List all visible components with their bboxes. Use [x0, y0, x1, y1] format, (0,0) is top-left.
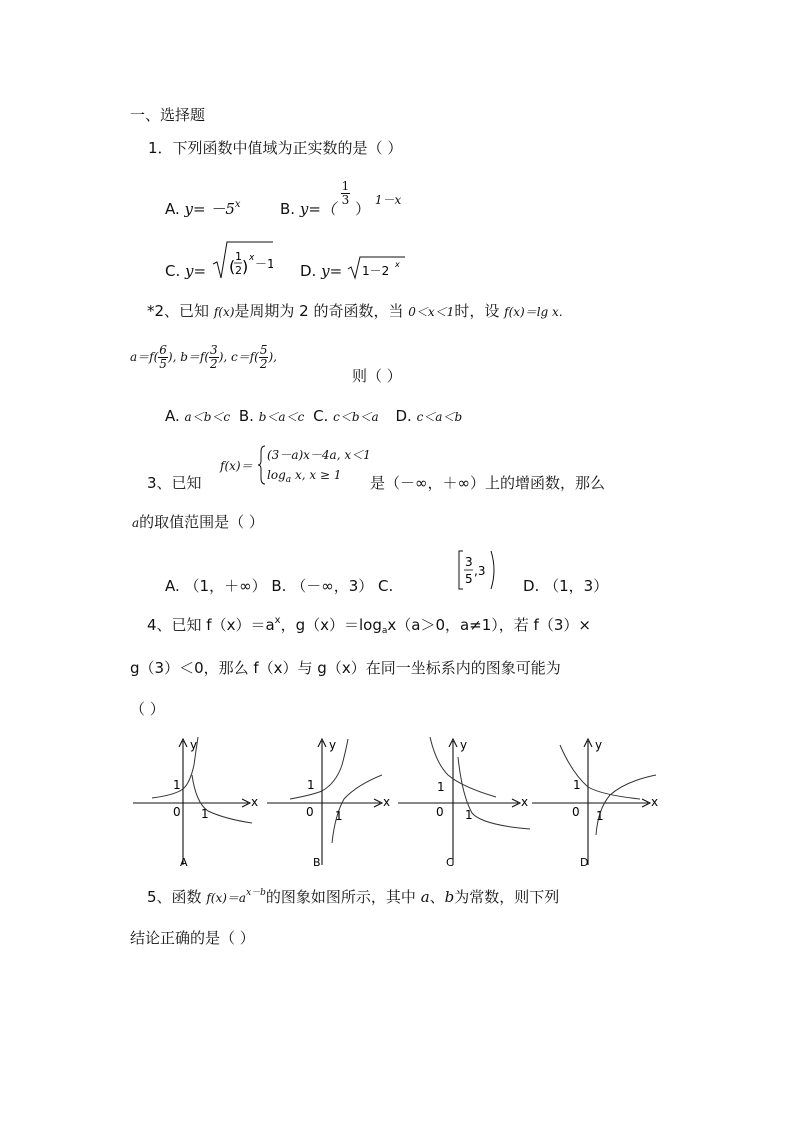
q3-option-c [457, 550, 499, 594]
q3-option-c-den: 5 [465, 572, 473, 586]
q1-option-d-expr: y= [321, 262, 343, 280]
q1-option-d-radical [347, 254, 405, 280]
q4-graph-a-origin: 0 [173, 805, 181, 819]
q1-option-c-num: 1 [234, 250, 242, 263]
q2-c-lhs: ), c＝f( [218, 350, 259, 364]
q1-option-c-tail: －1 [254, 257, 273, 271]
q2-c-den: 2 [259, 357, 268, 371]
q4-graph-a [130, 735, 260, 870]
q4-graph-b-one-y: 1 [307, 778, 315, 792]
q3-option-d-label: D. [523, 577, 540, 595]
q3-option-c-label: C. [378, 577, 394, 595]
q2-line1 [147, 300, 563, 321]
q3-option-b: （－∞，3） [291, 577, 374, 595]
q4-graph-c-one-x: 1 [465, 808, 473, 822]
q3-option-c-tail: ,3 [474, 564, 486, 578]
q2-a-den: 5 [159, 357, 167, 371]
q3-brace [257, 444, 267, 486]
q4-graph-c-y-label: y [460, 738, 468, 752]
q1-option-a [165, 198, 241, 219]
q4-graph-b-label: B [313, 856, 321, 869]
q3-prefix: 3、已知 [147, 474, 202, 492]
q1-option-c-radical [211, 240, 273, 282]
q4-graph-a-y-label: y [190, 738, 198, 752]
svg-text:(: ( [228, 257, 236, 276]
q4-graph-c [396, 735, 531, 870]
q1-option-d-exp: x [394, 260, 400, 269]
q4-graph-c-one-y: 1 [437, 780, 445, 794]
q2-a-fraction [158, 344, 168, 371]
q1-option-c-exp: x [248, 253, 255, 263]
q2-option-a-label: A. [165, 407, 180, 425]
q1-option-c-label: C. [165, 262, 181, 280]
q1-option-a-exp: x [234, 199, 241, 210]
q5-prefix: 5、函数 [147, 888, 202, 906]
q4-line1-sub: a [381, 626, 388, 636]
q1-option-a-label: A. [165, 200, 180, 218]
q1-option-b [280, 179, 402, 218]
q4-graph-b-origin: 0 [306, 805, 314, 819]
q1-option-b-label: B. [280, 200, 296, 218]
q3-fx: f(x)＝ [220, 459, 253, 473]
q5-fx-sup: x－b [246, 888, 266, 898]
q3-var: a [132, 516, 140, 530]
q3-case2-tail: x, x ≥ 1 [291, 468, 342, 482]
q4-line1-sup: x [274, 615, 281, 626]
q1-option-b-close: ） [355, 200, 371, 218]
q4-graph-b-one-x: 1 [335, 809, 343, 823]
q3-options-ab [165, 575, 393, 596]
q2-mid: 是周期为 2 的奇函数，当 [234, 302, 404, 320]
q5-line1 [147, 886, 559, 907]
q2-b-num: 3 [210, 343, 218, 357]
q4-graph-a-label: A [180, 856, 188, 869]
q1-option-c-expr: y= [185, 262, 207, 280]
q5-mid2: 为常数，则下列 [454, 888, 560, 906]
q2-condition: 0＜x＜1 [408, 305, 455, 319]
q4-graph-c-origin: 0 [436, 805, 444, 819]
q2-fx: f(x) [213, 305, 235, 319]
q1-option-b-num: 1 [341, 179, 350, 193]
q2-definition: f(x)＝lg x. [504, 305, 563, 319]
q1-option-d-radicand: 1－2 [361, 264, 390, 278]
q2-b-fraction [209, 344, 219, 371]
q1-option-d-label: D. [300, 262, 317, 280]
q5-var-b: b [444, 888, 455, 906]
q2-a-num: 6 [159, 343, 167, 357]
q1-option-a-expr: y= －5 [184, 200, 235, 218]
q4-graph-d-origin: 0 [572, 805, 580, 819]
q4-graph-a-one-x: 1 [201, 807, 209, 821]
q4-graph-a-one-y: 1 [173, 778, 181, 792]
q3-line2 [132, 511, 264, 532]
q1-option-b-expr: y=（ [299, 200, 336, 218]
q4-graph-b-x-label: x [383, 795, 391, 809]
section-title: 一、选择题 [130, 106, 206, 124]
q1-option-b-fraction [341, 180, 351, 207]
q3-mid: 是（－∞，＋∞）上的增函数，那么 [370, 474, 605, 492]
q1-option-d [300, 254, 405, 284]
q2-option-b: b＜a＜c [258, 410, 305, 424]
q3-line2-text: 的取值范围是（ ） [139, 513, 264, 531]
q2-tail: ), [268, 350, 277, 364]
q4-line1-c: x（a＞0，a≠1），若 f（3）× [387, 616, 591, 634]
q2-mid2: 时，设 [454, 302, 500, 320]
q2-option-b-label: B. [238, 407, 254, 425]
q1-option-b-exp: 1－x [374, 193, 402, 207]
q2-b-den: 2 [210, 357, 218, 371]
q1-stem: 1．下列函数中值域为正实数的是（ ） [148, 139, 403, 157]
q3-option-c-num: 3 [465, 555, 473, 569]
q3-case2-log: log [267, 468, 286, 482]
q4-line1-b: ，g（x）＝log [280, 616, 382, 634]
q4-graph-d-y-label: y [595, 738, 603, 752]
q4-graph-d-label: D [580, 856, 589, 869]
q2-option-a: a＜b＜c [184, 410, 231, 424]
q4-graph-d [530, 735, 665, 870]
q3-option-a: （1，＋∞） [184, 577, 267, 595]
q3-case1: (3－a)x－4a, x＜1 [267, 448, 371, 462]
q4-graph-a-x-label: x [251, 795, 259, 809]
q2-line2 [130, 344, 277, 380]
q2-option-c-label: C. [313, 407, 329, 425]
q1-option-c-den: 2 [234, 264, 242, 277]
q4-graph-c-label: C [446, 856, 454, 869]
q4-graph-b [262, 735, 392, 870]
q4-graph-d-one-y: 1 [573, 778, 581, 792]
q4-graph-d-x-label: x [651, 795, 659, 809]
svg-text:): ) [241, 257, 249, 276]
q3-option-d [523, 575, 608, 596]
q5-mid: 的图象如图所示，其中 [265, 888, 416, 906]
q4-line1-a: 4、已知 f（x）＝a [147, 616, 275, 634]
q4-graph-d-one-x: 1 [596, 809, 604, 823]
q4-graph-b-y-label: y [329, 738, 337, 752]
q2-c-num: 5 [259, 343, 268, 357]
q4-line2: g（3）＜0，那么 f（x）与 g（x）在同一坐标系内的图象可能为 [130, 659, 561, 677]
q1-option-c [165, 240, 273, 280]
q3-case2-base: a [285, 475, 292, 485]
q2-prefix: *2、已知 [147, 302, 210, 320]
q2-options [165, 407, 462, 425]
q3-option-a-label: A. [165, 577, 180, 595]
q2-option-d-label: D. [395, 407, 412, 425]
q2-then: 则（ ） [352, 367, 402, 385]
q4-line3: （ ） [130, 700, 165, 718]
q3-option-c-interval [457, 550, 499, 590]
q2-option-c: c＜b＜a [333, 410, 379, 424]
q1-option-b-den: 3 [341, 193, 350, 207]
q5-sep: 、 [429, 888, 445, 906]
q5-fx: f(x)＝a [206, 891, 247, 905]
q5-line2: 结论正确的是（ ） [130, 929, 255, 947]
q4-line1 [147, 614, 591, 635]
q3-option-d-text: （1，3） [544, 577, 609, 595]
q2-option-d: c＜a＜b [416, 410, 463, 424]
q2-a-lhs: a＝f( [130, 350, 159, 364]
q2-b-lhs: ), b＝f( [167, 350, 210, 364]
q3-option-b-label: B. [271, 577, 287, 595]
q5-var-a: a [420, 888, 430, 906]
q4-graph-c-x-label: x [521, 795, 529, 809]
